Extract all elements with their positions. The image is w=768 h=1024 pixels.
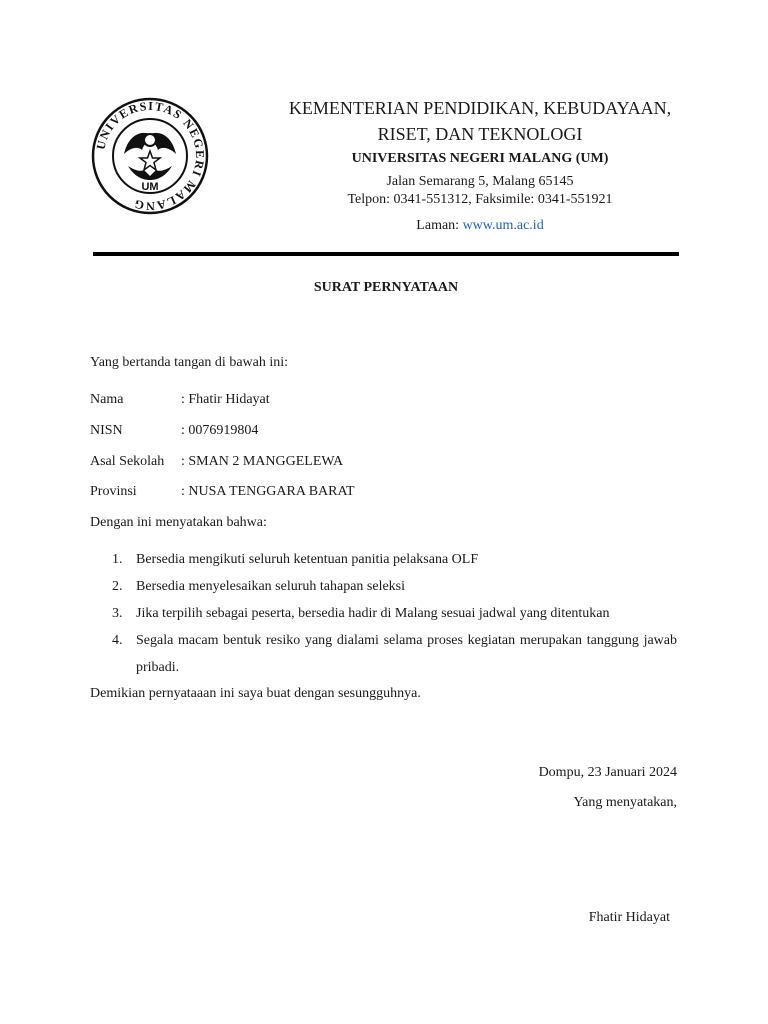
- statement-number: 1.: [112, 552, 123, 567]
- intro-text: Yang bertanda tangan di bawah ini:: [90, 355, 289, 370]
- field-label: Provinsi: [90, 484, 137, 499]
- statement-number: 2.: [112, 579, 123, 594]
- statement-item: [112, 573, 677, 600]
- place-date: Dompu, 23 Januari 2024: [538, 765, 677, 780]
- university-name: UNIVERSITAS NEGERI MALANG (UM): [351, 151, 609, 166]
- field-label: Asal Sekolah: [90, 454, 165, 469]
- document-title: SURAT PERNYATAAN: [313, 280, 459, 295]
- field-label: NISN: [90, 423, 123, 438]
- statement-intro: Dengan ini menyatakan bahwa:: [90, 515, 267, 530]
- statement-text: Bersedia menyelesaikan seluruh tahapan seleksi: [136, 579, 406, 594]
- closing-text: Demikian pernyataaan ini saya buat dengan sesungguhnya.: [90, 686, 421, 701]
- statement-item: [112, 600, 677, 627]
- field-row-school: [90, 452, 343, 472]
- statement-item: [112, 546, 677, 573]
- statement-text: Bersedia mengikuti seluruh ketentuan panitia pelaksana OLF: [136, 552, 479, 567]
- field-value: : NUSA TENGGARA BARAT: [181, 484, 355, 499]
- field-value: : Fhatir Hidayat: [181, 392, 270, 407]
- field-value: : 0076919804: [181, 423, 259, 438]
- statement-text: Segala macam bentuk resiko yang dialami selama proses kegiatan merupakan tanggung jawab pribadi.: [136, 633, 677, 675]
- statement-number: 3.: [112, 606, 123, 621]
- signer-name: Fhatir Hidayat: [588, 910, 670, 925]
- field-row-province: [90, 482, 355, 502]
- signer-label: Yang menyatakan,: [573, 795, 677, 810]
- university-address: Jalan Semarang 5, Malang 65145: [386, 174, 574, 189]
- logo-ring-text: UNIVERSITAS NEGERI MALANG: [93, 98, 208, 214]
- field-row-nisn: [90, 421, 258, 441]
- statement-item: [112, 627, 677, 681]
- university-phone-fax: Telpon: 0341-551312, Faksimile: 0341-551921: [347, 192, 613, 207]
- ministry-name-line2: RISET, DAN TEKNOLOGI: [377, 124, 583, 144]
- field-row-name: [90, 390, 270, 410]
- field-label: Nama: [90, 392, 124, 407]
- ministry-name-line1: KEMENTERIAN PENDIDIKAN, KEBUDAYAAN,: [288, 98, 672, 118]
- website-link[interactable]: www.um.ac.id: [462, 218, 544, 233]
- field-value: : SMAN 2 MANGGELEWA: [181, 454, 344, 469]
- website-label: Laman:: [416, 218, 463, 233]
- university-website: [280, 216, 680, 236]
- logo-monogram: UM: [141, 181, 159, 193]
- letterhead-divider: [93, 252, 679, 256]
- university-logo: [90, 96, 210, 216]
- statement-text: Jika terpilih sebagai peserta, bersedia hadir di Malang sesuai jadwal yang ditentukan: [136, 606, 610, 621]
- statement-number: 4.: [112, 633, 123, 648]
